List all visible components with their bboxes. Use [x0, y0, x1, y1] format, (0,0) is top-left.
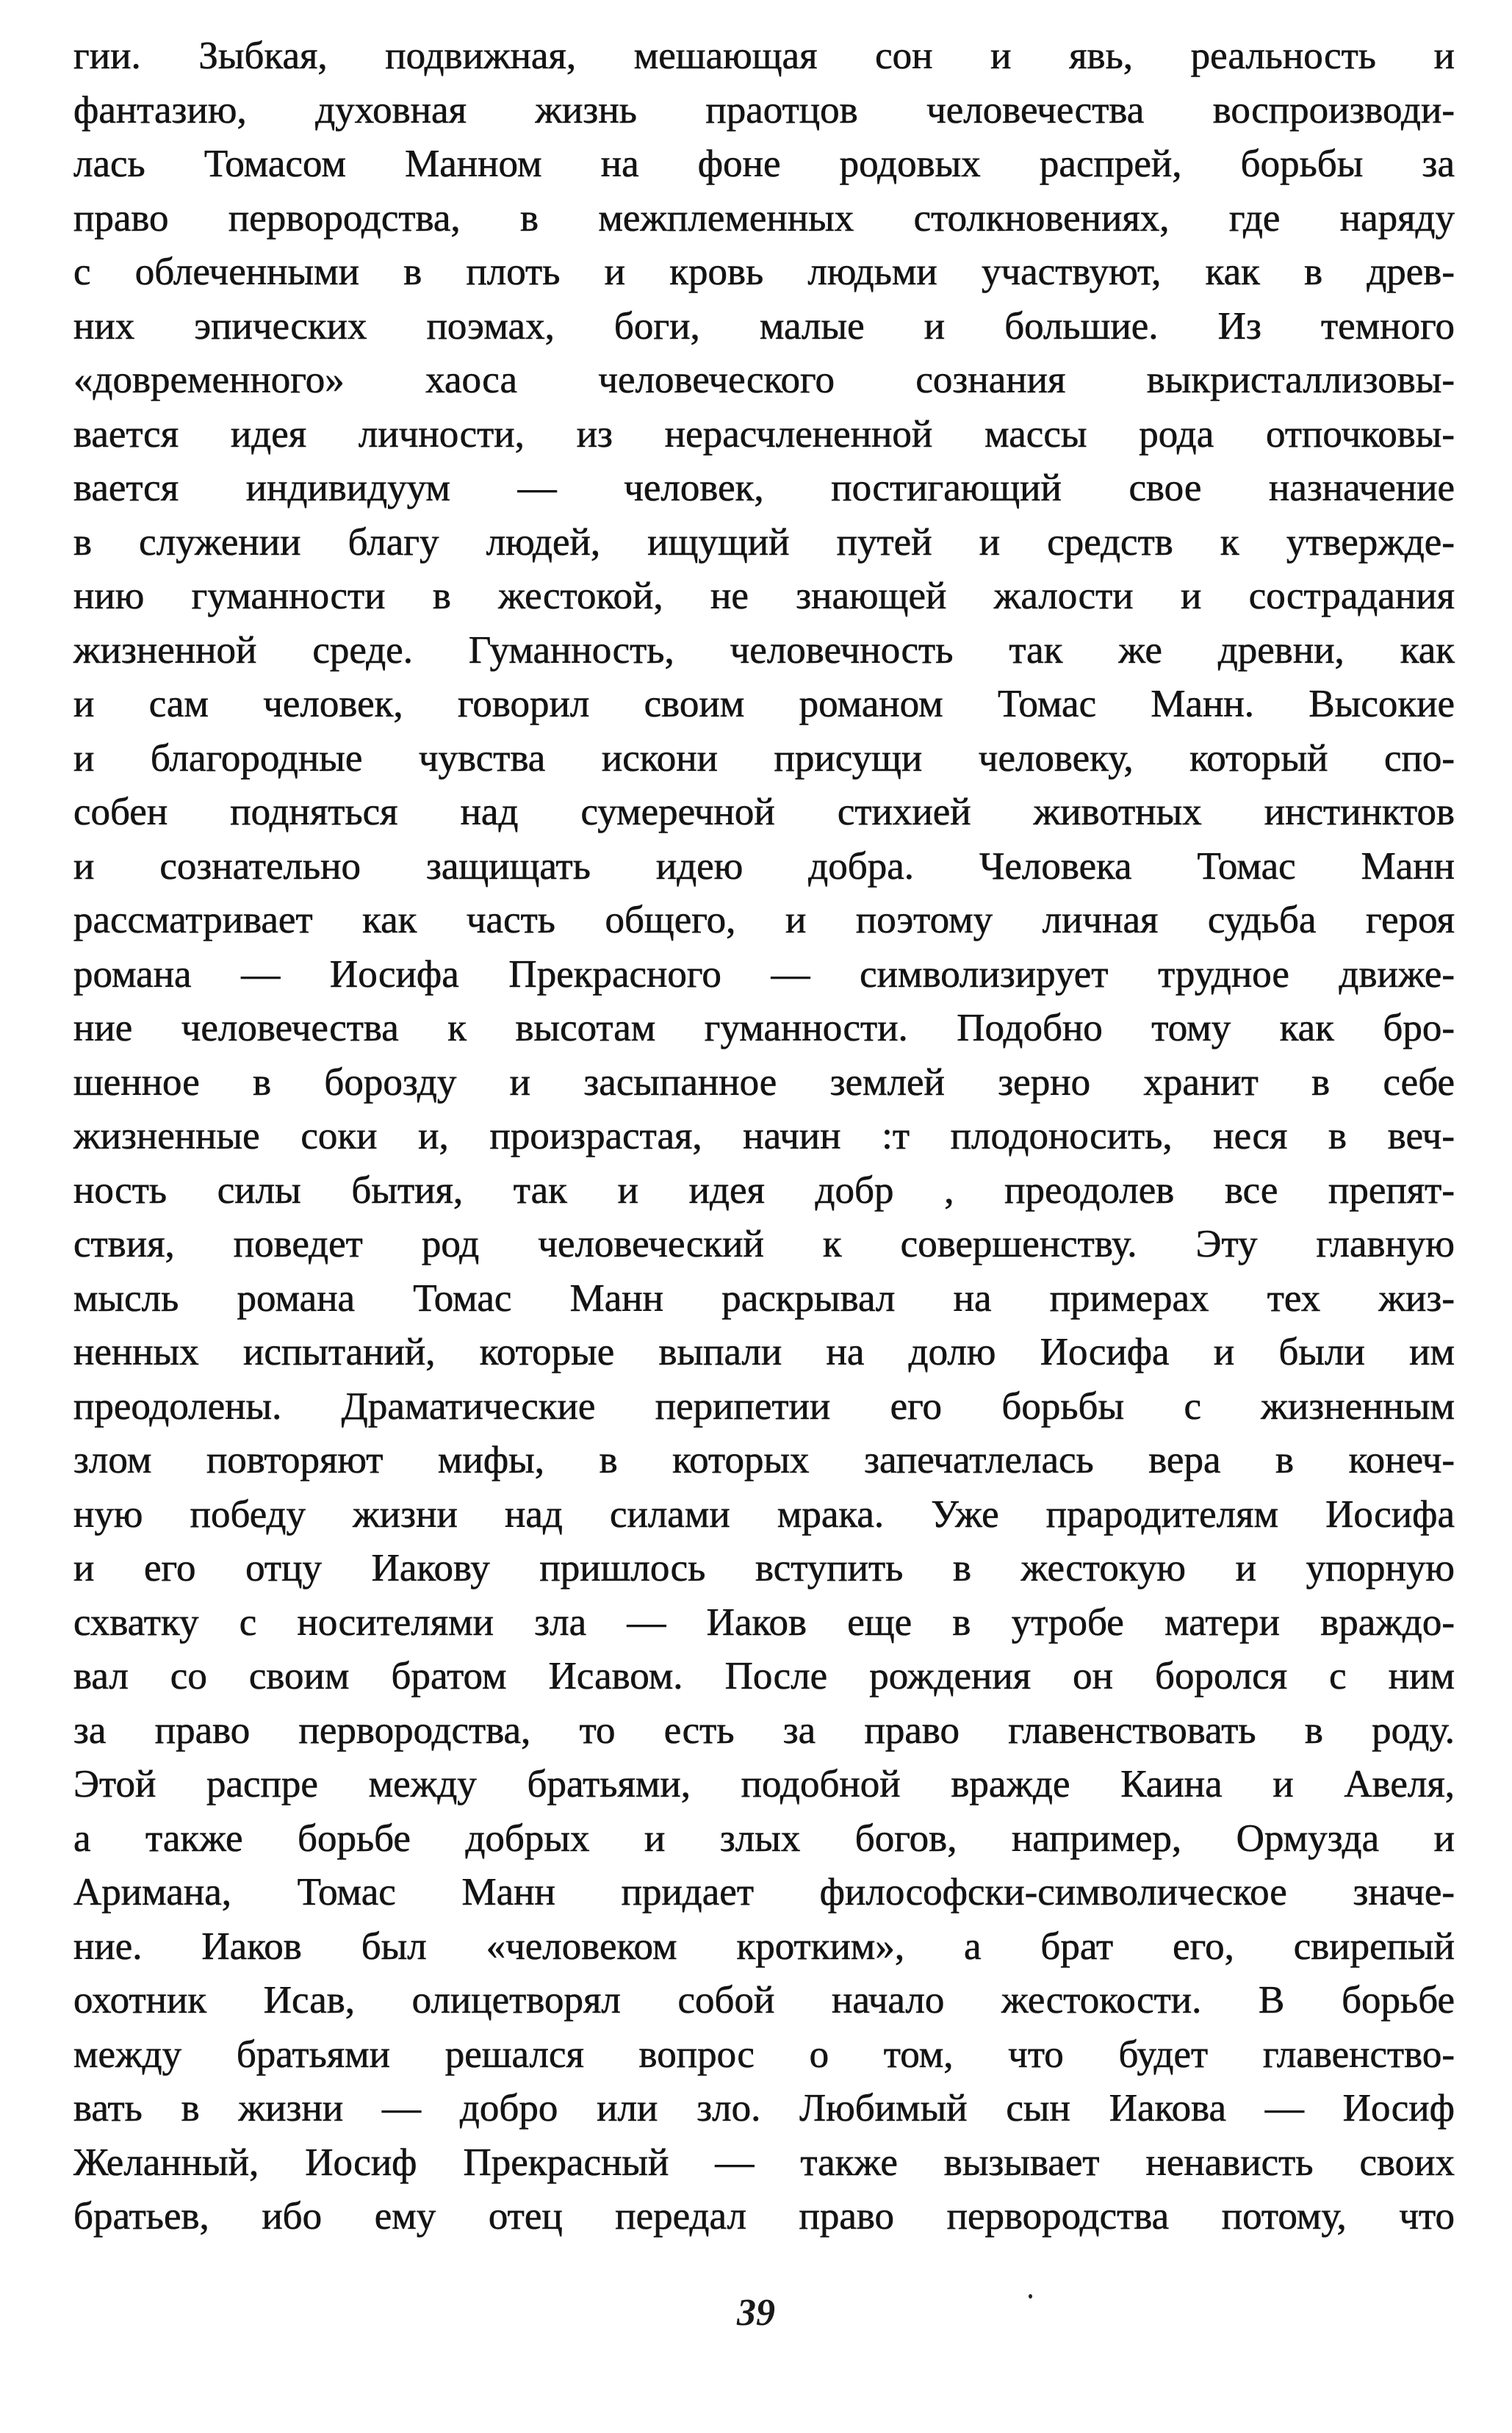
text-line: ненных испытаний, которые выпали на долю Иосифа и были им	[73, 1331, 1455, 1373]
text-line: охотник Исав, олицетворял собой начало жестокости. В борьбе	[73, 1979, 1455, 2021]
text-line: романа — Иосифа Прекрасного — символизирует трудное движе-	[73, 952, 1455, 996]
text-line: шенное в борозду и засыпанное землей зерно хранит в себе	[73, 1060, 1455, 1104]
text-line: жизненные соки и, произрастая, начин :т плодоносить, неся в веч-	[73, 1115, 1455, 1157]
text-line: право первородства, в межплеменных столкновениях, где наряду	[73, 196, 1455, 240]
text-line: ствия, поведет род человеческий к совершенству. Эту главную	[73, 1223, 1455, 1265]
text-line: братьев, ибо ему отец передал право первородства потому, что	[73, 2195, 1455, 2238]
text-line: и сам человек, говорил своим романом Томас Манн. Высокие	[73, 683, 1455, 725]
text-line: а также борьбе добрых и злых богов, например, Ормузда и	[73, 1816, 1455, 1860]
text-line: вать в жизни — добро или зло. Любимый сын Иакова — Иосиф	[73, 2087, 1455, 2130]
text-line: за право первородства, то есть за право главенствовать в роду.	[73, 1708, 1455, 1752]
text-line: ность силы бытия, так и идея добр , преодолев все препят-	[73, 1168, 1455, 1212]
print-speck	[1029, 2294, 1032, 2299]
body-text	[73, 29, 1455, 2244]
text-line: Желанный, Иосиф Прекрасный — также вызывает ненависть своих	[73, 2141, 1455, 2184]
text-line: собен подняться над сумеречной стихией животных инстинктов	[73, 791, 1455, 833]
text-line: ние человечества к высотам гуманности. Подобно тому как бро-	[73, 1007, 1455, 1049]
text-line: и благородные чувства искони присущи человеку, который спо-	[73, 736, 1455, 780]
text-line: них эпических поэмах, боги, малые и большие. Из темного	[73, 304, 1455, 348]
text-line: гии. Зыбкая, подвижная, мешающая сон и явь, реальность и	[73, 35, 1455, 77]
text-line: ние. Иаков был «человеком кротким», а брат его, свирепый	[73, 1925, 1455, 1968]
text-line: преодолены. Драматические перипетии его борьбы с жизненным	[73, 1384, 1455, 1428]
text-line: с облеченными в плоть и кровь людьми участвуют, как в древ-	[73, 251, 1455, 293]
text-line: фантазию, духовная жизнь праотцов человечества воспроизводи-	[73, 88, 1455, 132]
text-line: между братьями решался вопрос о том, что будет главенство-	[73, 2033, 1455, 2076]
text-line: в служении благу людей, ищущий путей и средств к утвержде-	[73, 520, 1455, 564]
page-number: 39	[737, 2292, 775, 2334]
text-line: Аримана, Томас Манн придает философски-символическое значе-	[73, 1871, 1455, 1913]
text-line: злом повторяют мифы, в которых запечатлелась вера в конеч-	[73, 1439, 1455, 1481]
text-line: Этой распре между братьями, подобной вражде Каина и Авеля,	[73, 1763, 1455, 1805]
text-line: лась Томасом Манном на фоне родовых распрей, борьбы за	[73, 143, 1455, 185]
text-line: мысль романа Томас Манн раскрывал на примерах тех жиз-	[73, 1276, 1455, 1320]
text-line: нию гуманности в жестокой, не знающей жалости и сострадания	[73, 575, 1455, 617]
text-line: рассматривает как часть общего, и поэтому личная судьба героя	[73, 899, 1455, 941]
text-line: вается индивидуум — человек, постигающий свое назначение	[73, 467, 1455, 509]
text-line: ную победу жизни над силами мрака. Уже прародителям Иосифа	[73, 1492, 1455, 1536]
text-line: «довременного» хаоса человеческого сознания выкристаллизовы-	[73, 359, 1455, 401]
text-line: схватку с носителями зла — Иаков еще в утробе матери враждо-	[73, 1600, 1455, 1644]
text-line: и его отцу Иакову пришлось вступить в жестокую и упорную	[73, 1547, 1455, 1589]
text-line: жизненной среде. Гуманность, человечность так же древни, как	[73, 628, 1455, 672]
text-line: вается идея личности, из нерасчлененной массы рода отпочковы-	[73, 412, 1455, 456]
text-line: и сознательно защищать идею добра. Человека Томас Манн	[73, 844, 1455, 888]
text-line: вал со своим братом Исавом. После рождения он боролся с ним	[73, 1655, 1455, 1697]
